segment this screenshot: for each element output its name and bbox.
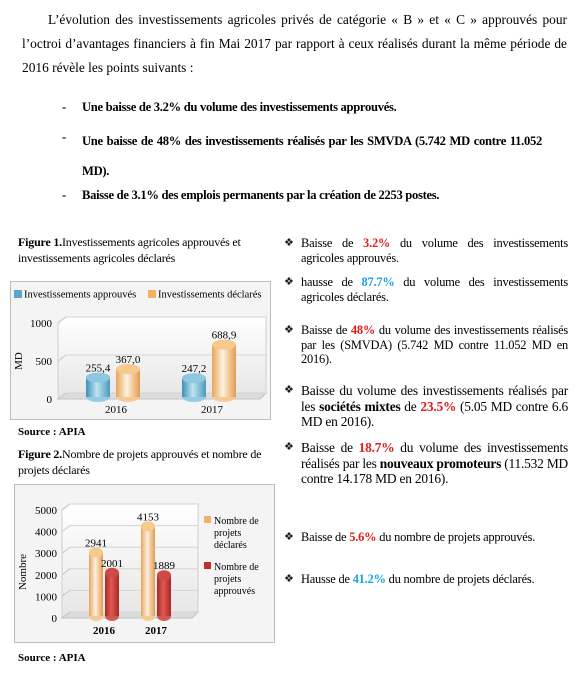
highlight-value: 48% [350, 323, 376, 337]
diamond-dots-icon: ❖ [284, 531, 294, 543]
text-segment: Baisse de [301, 530, 350, 544]
diamond-dots-icon: ❖ [284, 384, 294, 396]
text-segment: Baisse de [301, 440, 359, 455]
text-segment: de [400, 398, 421, 414]
text-segment: du nombre de projets déclarés. [385, 572, 535, 586]
text-segment: du volume des investissements réalisés par les (SMVDA) (5.742 MD contre 11.052 MD en 2016). [301, 323, 568, 367]
text-segment: Baisse du volume des investissements réalisés par les [301, 383, 568, 414]
y-tick-label: 0 [51, 613, 57, 625]
data-label: 1889 [153, 560, 175, 573]
bullet-item [62, 126, 542, 186]
key-point-text [284, 275, 568, 304]
text-segment: Baisse de [301, 236, 364, 250]
bullet-text: Une baisse de 3.2% du volume des investissements approuvés. [82, 100, 397, 114]
legend-swatch [148, 290, 156, 298]
bullet-dash: - [62, 130, 66, 144]
figure2-caption-text: Nombre de projets approuvés et nombre de projets déclarés [18, 447, 262, 477]
bullet-dash: - [62, 100, 66, 114]
chart-bar [212, 340, 236, 402]
key-point-text [284, 572, 568, 587]
y-axis-label: MD [13, 352, 25, 370]
legend-label: projets [214, 574, 242, 585]
figure2-chart [14, 484, 276, 644]
key-point-item [284, 530, 568, 545]
text-segment: du volume des investissements réalisés par les [301, 440, 569, 471]
text-segment: hausse de [301, 275, 362, 289]
legend-swatch [14, 290, 22, 298]
y-tick-label: 5000 [35, 505, 57, 517]
figure2-source: Source : APIA [18, 652, 86, 664]
diamond-dots-icon: ❖ [284, 441, 294, 453]
data-label: 4153 [137, 511, 159, 524]
legend-label: Nombre de [214, 516, 259, 527]
chart-bar [157, 570, 171, 621]
key-point-text [284, 383, 568, 430]
key-point-item [284, 275, 568, 304]
figure1-chart [10, 281, 278, 421]
figure1-label: Figure 1. [18, 235, 62, 249]
chart-bar [182, 373, 206, 402]
highlight-value: sociétés mixtes [319, 398, 401, 414]
legend-swatch [204, 562, 211, 569]
x-tick-label: 2017 [145, 625, 167, 637]
bullet-item [62, 96, 542, 118]
highlight-value: 87.7% [361, 275, 395, 289]
y-tick-label: 2000 [35, 569, 57, 582]
key-point-item [284, 440, 568, 487]
figure1-caption [18, 234, 273, 266]
key-point-text [284, 530, 568, 545]
x-tick-label: 2016 [105, 404, 127, 416]
text-segment: du nombre de projets approuvés. [376, 530, 536, 544]
key-point-text [284, 323, 568, 367]
text-segment: Hausse de [301, 572, 353, 586]
legend-label: Nombre de [214, 562, 259, 573]
key-point-text [284, 440, 568, 487]
diamond-dots-icon: ❖ [284, 276, 294, 288]
text-segment: (5.05 MD contre 6.6 MD en 2016). [301, 398, 568, 430]
y-tick-label: 4000 [35, 526, 57, 539]
chart-bar [116, 364, 140, 402]
highlight-value: 3.2% [363, 236, 391, 250]
text-segment: du volume des investissements agricoles approuvés. [301, 236, 568, 265]
highlight-value: 23.5% [420, 398, 457, 414]
figure1-source: Source : APIA [18, 426, 86, 438]
y-axis-label: Nombre [17, 553, 29, 591]
y-tick-label: 0 [46, 394, 52, 406]
x-tick-label: 2016 [93, 625, 115, 637]
figure1-caption-text: Investissements agricoles approuvés et investissements agricoles déclarés [18, 235, 241, 265]
intro-paragraph [22, 8, 567, 80]
data-label: 2001 [101, 557, 123, 570]
y-tick-label: 1000 [35, 591, 57, 604]
y-tick-label: 3000 [35, 548, 57, 561]
legend-label: projets [214, 528, 242, 539]
bullet-text: Une baisse de 48% des investissements réalisés par les SMVDA (5.742 MD contre 11.052 MD). [82, 134, 542, 178]
diamond-dots-icon: ❖ [284, 573, 294, 585]
bullet-text: Baisse de 3.1% des emplois permanents par la création de 2253 postes. [82, 188, 440, 202]
key-point-item [284, 323, 568, 367]
legend-label: approuvés [214, 586, 256, 597]
figure2-caption [18, 446, 273, 478]
highlight-value: 41.2% [352, 572, 386, 586]
highlight-value: 18.7% [358, 440, 395, 455]
key-point-item [284, 383, 568, 430]
figure2-label: Figure 2. [18, 447, 62, 461]
data-label: 688,9 [211, 329, 237, 342]
key-point-item [284, 572, 568, 587]
y-tick-label: 1000 [30, 318, 52, 330]
highlight-value: nouveaux promoteurs [379, 455, 502, 471]
highlight-value: 5.6% [349, 530, 377, 544]
y-tick-label: 500 [35, 356, 52, 368]
intro-text: L’évolution des investissements agricoles privés de catégorie « B » et « C » approuvés pour l’octroi d’avantages financiers à fin Mai 2017 par rapport à ceux réalisés durant la même période de 2016 révèle les points suivants : [22, 12, 567, 75]
key-point-item [284, 236, 568, 265]
data-label: 367,0 [115, 354, 141, 367]
key-point-text [284, 236, 568, 265]
bullet-dash: - [62, 188, 66, 202]
chart-bar [105, 568, 119, 621]
legend-label: Investissements déclarés [158, 289, 262, 301]
text-segment: Baisse de [301, 323, 351, 337]
data-label: 2941 [85, 537, 107, 550]
diamond-dots-icon: ❖ [284, 324, 294, 336]
legend-label: déclarés [214, 540, 247, 551]
x-tick-label: 2017 [201, 404, 223, 416]
bullet-item [62, 184, 542, 206]
chart-bar [86, 373, 110, 402]
data-label: 255,4 [85, 362, 111, 375]
legend-label: Investissements approuvés [24, 289, 137, 301]
text-segment: du volume des investissements agricoles déclarés. [301, 275, 568, 304]
diamond-dots-icon: ❖ [284, 237, 294, 249]
legend-swatch [204, 516, 211, 523]
text-segment: (11.532 MD contre 14.178 MD en 2016). [301, 455, 568, 487]
data-label: 247,2 [181, 363, 207, 376]
